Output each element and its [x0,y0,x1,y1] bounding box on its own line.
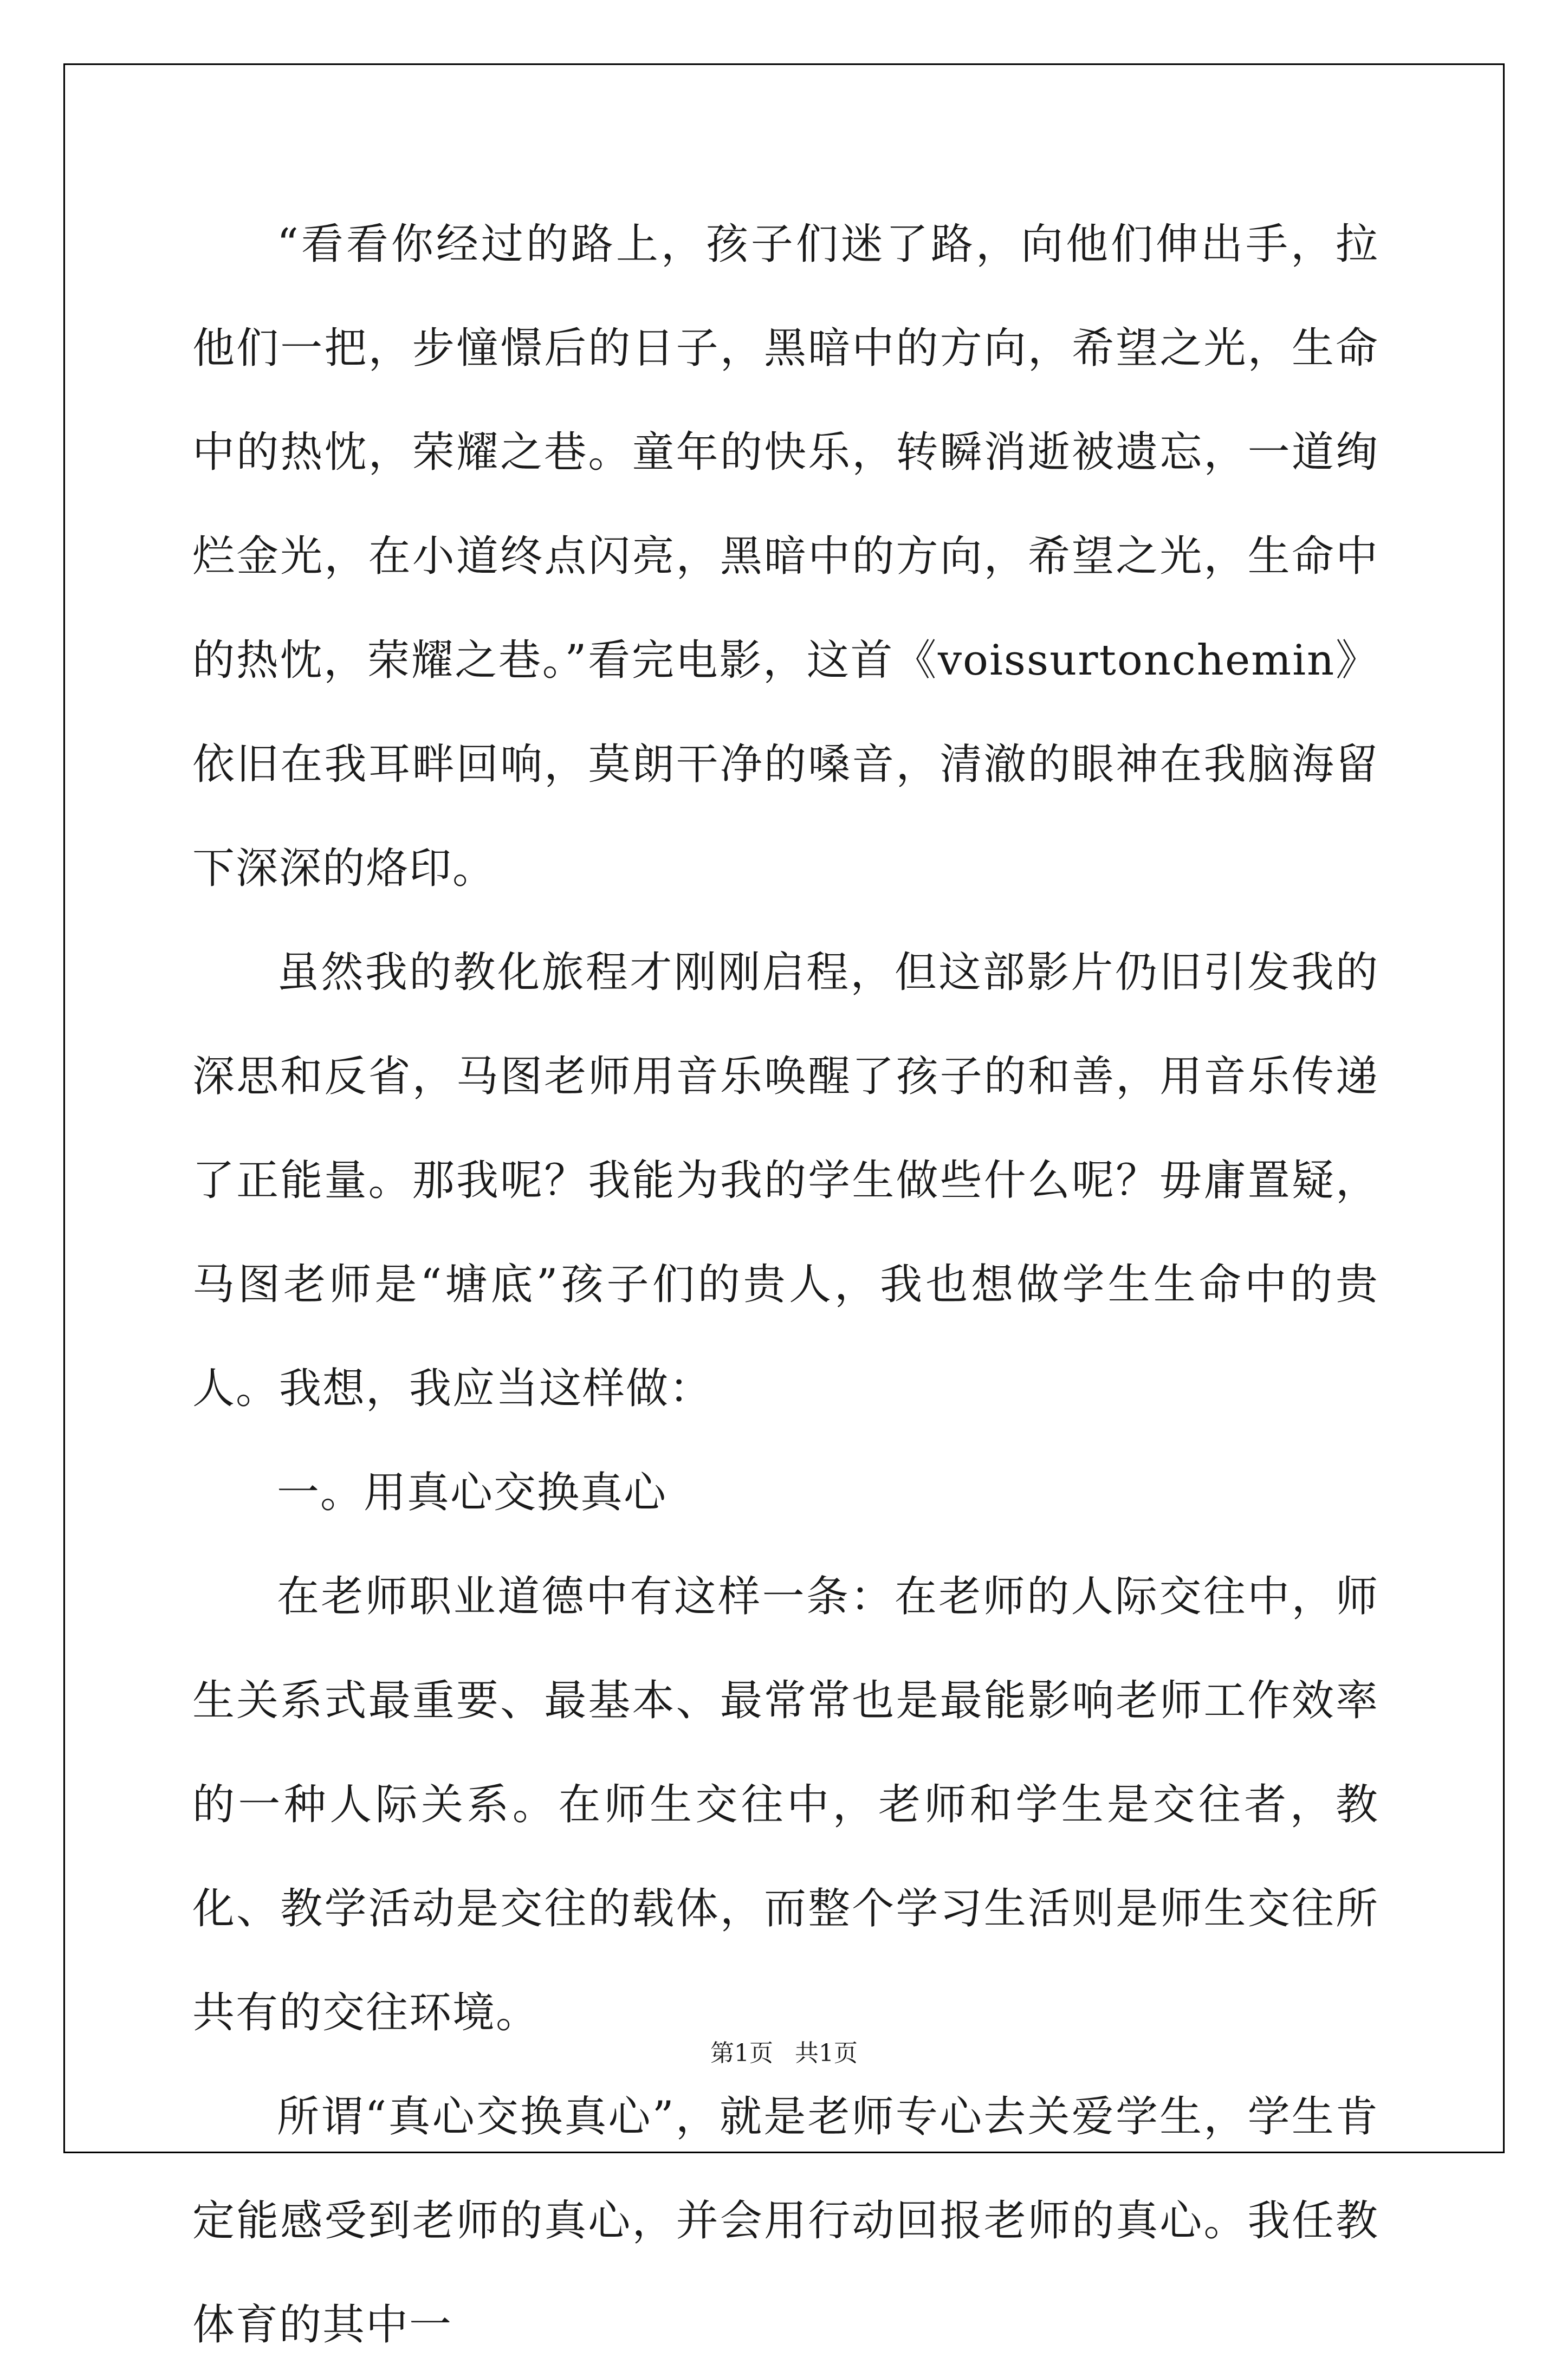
page-footer [0,2037,1568,2070]
paragraph-2: 虽然我的教化旅程才刚刚启程，但这部影片仍旧引发我的深思和反省，马图老师用音乐唤醒了孩子的和善，用音乐传递了正能量。那我呢？我能为我的学生做些什么呢？毋庸置疑，马图老师是“塘底”孩子们的贵人，我也想做学生生命中的贵人。我想，我应当这样做： [192,948,1379,1413]
paragraph-3: 在老师职业道德中有这样一条：在老师的人际交往中，师生关系式最重要、最基本、最常常也是最能影响老师工作效率的一种人际关系。在师生交往中，老师和学生是交往者，教化、教学活动是交往的载体，而整个学习生活则是师生交往所共有的交往环境。 [192,1572,1379,2037]
page-number: 第1页 [710,2039,773,2067]
section-heading: 一。用真心交换真心 [277,1468,668,1517]
page-total: 共1页 [795,2039,858,2067]
paragraph-1: “看看你经过的路上，孩子们迷了路，向他们伸出手，拉他们一把，步憧憬后的日子，黑暗中的方向，希望之光，生命中的热忱，荣耀之巷。童年的快乐，转瞬消逝被遗忘，一道绚烂金光，在小道终点闪亮，黑暗中的方向，希望之光，生命中的热忱，荣耀之巷。”看完电影，这首《voissurtonchemin》依旧在我耳畔回响，莫朗干净的嗓音，清澈的眼神在我脑海留下深深的烙印。 [192,220,1379,893]
paragraph-4: 所谓“真心交换真心”，就是老师专心去关爱学生，学生肯定能感受到老师的真心，并会用行动回报老师的真心。我任教体育的其中一 [192,2093,1379,2349]
